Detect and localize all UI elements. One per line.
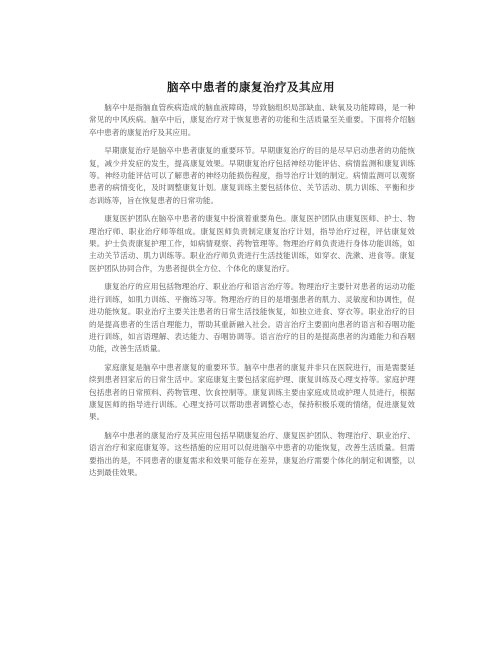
document-body xyxy=(89,102,415,485)
paragraph-care-team: 康复医护团队在脑卒中患者的康复中扮演着重要角色。康复医护团队由康复医师、护士、物理治疗师、职业治疗师等组成。康复医师负责制定康复治疗计划，指导治疗过程，评估康复效果。护士负责康复护理工作，如病情观察、药物管理等。物理治疗师负责进行身体功能训练，如主动关节活动、肌力训练等。职业治疗师负责进行生活技能训练，如穿衣、洗漱、进食等。康复医护团队协同合作，为患者提供全方位、个体化的康复治疗。 xyxy=(89,214,415,273)
paragraph-early-rehab: 早期康复治疗是脑卒中患者康复的重要环节。早期康复治疗的目的是尽早启动患者的功能恢复，减少并发症的发生，提高康复效果。早期康复治疗包括神经功能评估、病情监测和康复训练等。神经功能评估可以了解患者的神经功能损伤程度，指导治疗计划的制定。病情监测可以观察患者的病情变化，及时调整康复计划。康复训练主要包括体位、关节活动、肌力训练、平衡和步态训练等，旨在恢复患者的日常功能。 xyxy=(89,146,415,205)
document-title: 脑卒中患者的康复治疗及其应用 xyxy=(167,80,335,94)
paragraph-home-rehab: 家庭康复是脑卒中患者康复的重要环节。脑卒中患者的康复并非只在医院进行，而是需要延续到患者回家后的日常生活中。家庭康复主要包括家庭护理、康复训练及心理支持等。家庭护理包括患者的日常照料、药物管理、饮食控制等。康复训练主要由家庭成员或护理人员进行，根据康复医师的指导进行训练。心理支持可以帮助患者调整心态，保持积极乐观的情绪，促进康复效果。 xyxy=(89,362,415,422)
paragraph-therapy-applications: 康复治疗的应用包括物理治疗、职业治疗和语言治疗等。物理治疗主要针对患者的运动功能进行训练，如肌力训练、平衡练习等。物理治疗的目的是增强患者的肌力、灵敏度和协调性，促进功能恢复。职业治疗主要关注患者的日常生活技能恢复，如独立进食、穿衣等。职业治疗的目的是提高患者的生活自理能力，帮助其重新融入社会。语言治疗主要面向患者的语言和吞咽功能进行训练，如言语理解、表达能力、吞咽协调等。语言治疗的目的是提高患者的沟通能力和吞咽功能，改善生活质量。 xyxy=(89,282,415,354)
paragraph-conclusion: 脑卒中患者的康复治疗及其应用包括早期康复治疗、康复医护团队、物理治疗、职业治疗、语言治疗和家庭康复等。这些措施的应用可以促进脑卒中患者的功能恢复，改善生活质量。但需要指出的是，不同患者的康复需求和效果可能存在差异，康复治疗需要个体化的制定和调整，以达到最佳效果。 xyxy=(89,430,415,477)
paragraph-intro: 脑卒中是指脑血管疾病造成的脑血液障碍，导致脑组织局部缺血、缺氧及功能障碍，是一种常见的中风疾病。脑卒中后，康复治疗对于恢复患者的功能和生活质量至关重要。下面将介绍脑卒中患者的康复治疗及其应用。 xyxy=(89,103,415,137)
